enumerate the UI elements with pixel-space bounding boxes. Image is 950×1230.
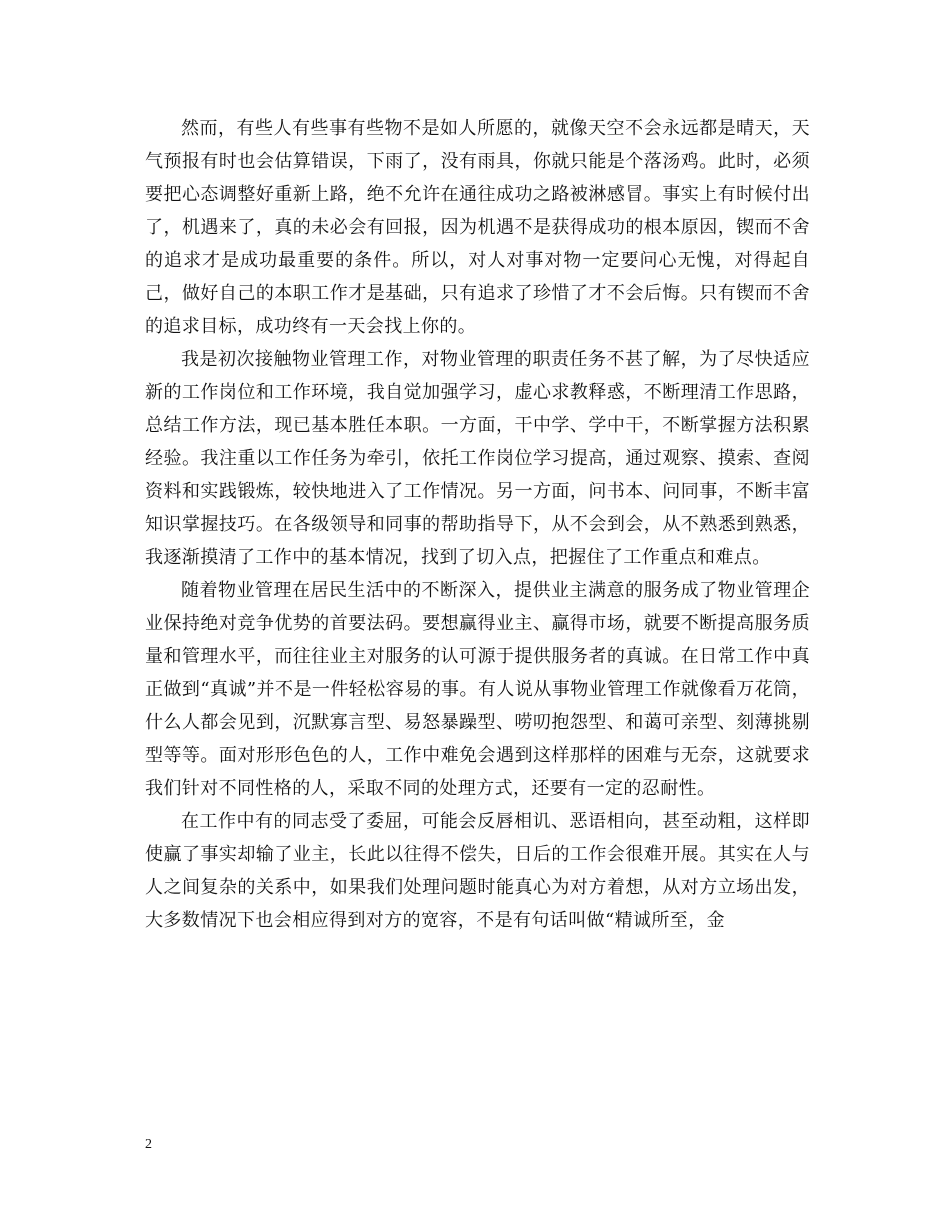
paragraph-4: 在工作中有的同志受了委屈，可能会反唇相讥、恶语相向，甚至动粗，这样即使赢了事实却输了业主，长此以往得不偿失，日后的工作会很难开展。其实在人与人之间复杂的关系中，如果我们处理问题时能真心为对方着想，从对方立场出发，大多数情况下也会相应得到对方的宽容，不是有句话叫做“精诚所至，金	[145, 811, 810, 931]
paragraph-2: 我是初次接触物业管理工作，对物业管理的职责任务不甚了解，为了尽快适应新的工作岗位和工作环境，我自觉加强学习，虚心求教释惑，不断理清工作思路，总结工作方法，现已基本胜任本职。一方面，干中学、学中干，不断掌握方法积累经验。我注重以工作任务为牵引，依托工作岗位学习提高，通过观察、摸索、查阅资料和实践锻炼，较快地进入了工作情况。另一方面，问书本、问同事，不断丰富知识掌握技巧。在各级领导和同事的帮助指导下，从不会到会，从不熟悉到熟悉，我逐渐摸清了工作中的基本情况，找到了切入点，把握住了工作重点和难点。	[145, 349, 810, 568]
document-body	[145, 112, 810, 937]
paragraph-3: 随着物业管理在居民生活中的不断深入，提供业主满意的服务成了物业管理企业保持绝对竞争优势的首要法码。要想赢得业主、赢得市场，就要不断提高服务质量和管理水平，而往往业主对服务的认可源于提供服务者的真诚。在日常工作中真正做到“真诚”并不是一件轻松容易的事。有人说从事物业管理工作就像看万花筒，什么人都会见到，沉默寡言型、易怒暴躁型、唠叨抱怨型、和蔼可亲型、刻薄挑剔型等等。面对形形色色的人，工作中难免会遇到这样那样的困难与无奈，这就要求我们针对不同性格的人，采取不同的处理方式，还要有一定的忍耐性。	[145, 580, 810, 799]
page-number: 2	[145, 1137, 152, 1152]
paragraph-1: 然而，有些人有些事有些物不是如人所愿的，就像天空不会永远都是晴天，天气预报有时也会估算错误，下雨了，没有雨具，你就只能是个落汤鸡。此时，必须要把心态调整好重新上路，绝不允许在通往成功之路被淋感冒。事实上有时候付出了，机遇来了，真的未必会有回报，因为机遇不是获得成功的根本原因，锲而不舍的追求才是成功最重要的条件。所以，对人对事对物一定要问心无愧，对得起自己，做好自己的本职工作才是基础，只有追求了珍惜了才不会后悔。只有锲而不舍的追求目标，成功终有一天会找上你的。	[145, 118, 810, 337]
